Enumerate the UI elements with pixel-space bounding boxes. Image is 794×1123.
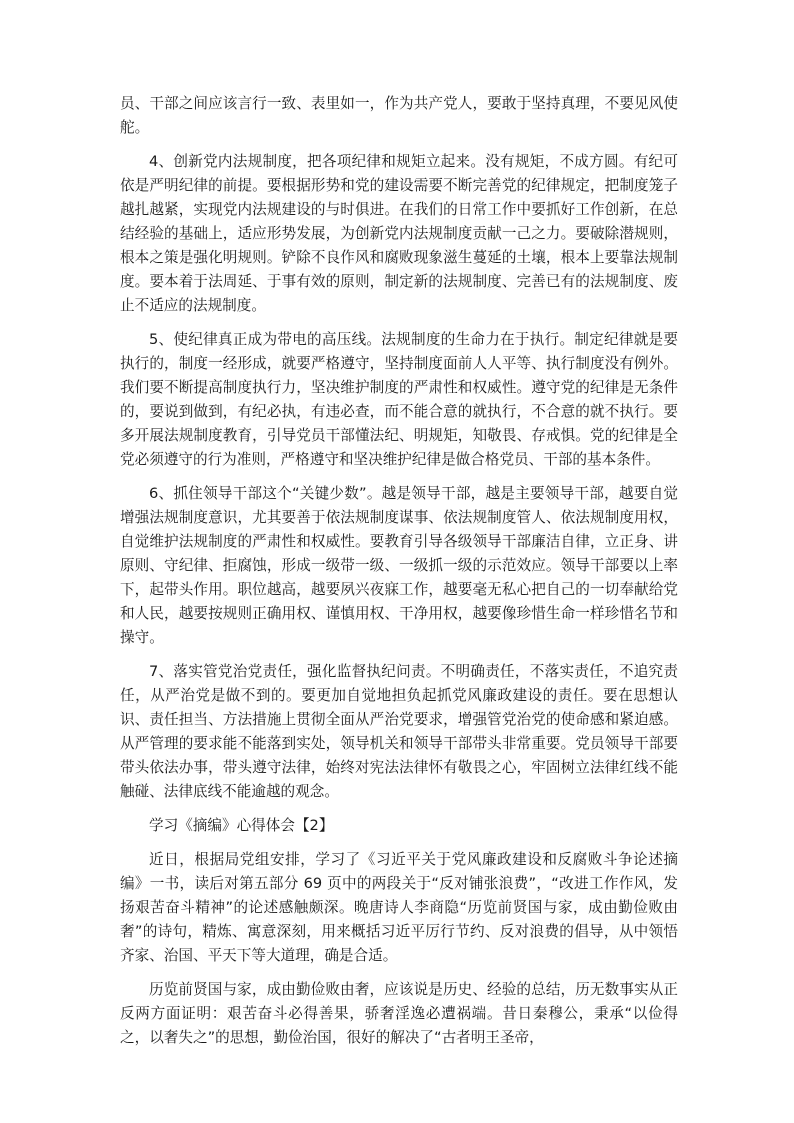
paragraph-point-6: 6、抓住领导干部这个“关键少数”。越是领导干部，越是主要领导干部，越要自觉增强法规制度意识，尤其要善于依法规制度谋事、依法规制度管人、依法规制度用权，自觉维护法规制度的严肃性和权威性。要教育引导各级领导干部廉洁自律，立正身、讲原则、守纪律、拒腐蚀，形成一级带一级、一级抓一级的示范效应。领导干部要以上率下，起带头作用。职位越高，越要夙兴夜寐工作，越要毫无私心把自己的一切奉献给党和人民，越要按规则正确用权、谨慎用权、干净用权，越要像珍惜生命一样珍惜名节和操守。 [120, 485, 678, 646]
paragraph-point-7: 7、落实管党治党责任，强化监督执纪问责。不明确责任，不落实责任，不追究责任，从严治党是做不到的。要更加自觉地担负起抓党风廉政建设的责任。要在思想认识、责任担当、方法措施上贯彻全面从严治党要求，增强管党治党的使命感和紧迫感。从严管理的要求能不能落到实处，领导机关和领导干部带头非常重要。党员领导干部要带头依法办事，带头遵守法律，始终对宪法法律怀有敬畏之心，牢固树立法律红线不能触碰、法律底线不能逾越的观念。 [120, 663, 678, 800]
paragraph-intro: 近日，根据局党组安排，学习了《习近平关于党风廉政建设和反腐败斗争论述摘编》一书，读后对第五部分 69 页中的两段关于“反对铺张浪费”，“改进工作作风，发扬艰苦奋斗精神”的论述感触颇深。晚唐诗人李商隐“历览前贤国与家，成由勤俭败由奢”的诗句，精炼、寓意深刻，用来概括习近平厉行节约、反对浪费的倡导，从中领悟齐家、治国、平天下等大道理，确是合适。 [120, 851, 678, 964]
paragraph-history: 历览前贤国与家，成由勤俭败由奢，应该说是历史、经验的总结，历无数事实从正反两方面证明：艰苦奋斗必得善果，骄奢淫逸必遭祸端。昔日秦穆公，秉承“以俭得之，以奢失之”的思想，勤俭治国，很好的解决了“古者明王圣帝， [120, 981, 678, 1046]
section-heading: 学习《摘编》心得体会【2】 [149, 817, 334, 834]
paragraph-point-5: 5、使纪律真正成为带电的高压线。法规制度的生命力在于执行。制定纪律就是要执行的，制度一经形成，就要严格遵守，坚持制度面前人人平等、执行制度没有例外。我们要不断提高制度执行力，坚决维护制度的严肃性和权威性。遵守党的纪律是无条件的，要说到做到，有纪必执，有违必查，而不能合意的就执行，不合意的就不执行。要多开展法规制度教育，引导党员干部懂法纪、明规矩，知敬畏、存戒惧。党的纪律是全党必须遵守的行为准则，严格遵守和坚决维护纪律是做合格党员、干部的基本条件。 [120, 331, 678, 468]
paragraph-point-4: 4、创新党内法规制度，把各项纪律和规矩立起来。没有规矩，不成方圆。有纪可依是严明纪律的前提。要根据形势和党的建设需要不断完善党的纪律规定，把制度笼子越扎越紧，实现党内法规建设的与时俱进。在我们的日常工作中要抓好工作创新，在总结经验的基础上，适应形势发展，为创新党内法规制度贡献一己之力。要破除潜规则，根本之策是强化明规则。铲除不良作风和腐败现象滋生蔓延的土壤，根本上要靠法规制度。要本着于法周延、于事有效的原则，制定新的法规制度、完善已有的法规制度、废止不适应的法规制度。 [120, 153, 678, 314]
paragraph-continuation: 员、干部之间应该言行一致、表里如一，作为共产党人，要敢于坚持真理，不要见风使舵。 [120, 95, 678, 136]
